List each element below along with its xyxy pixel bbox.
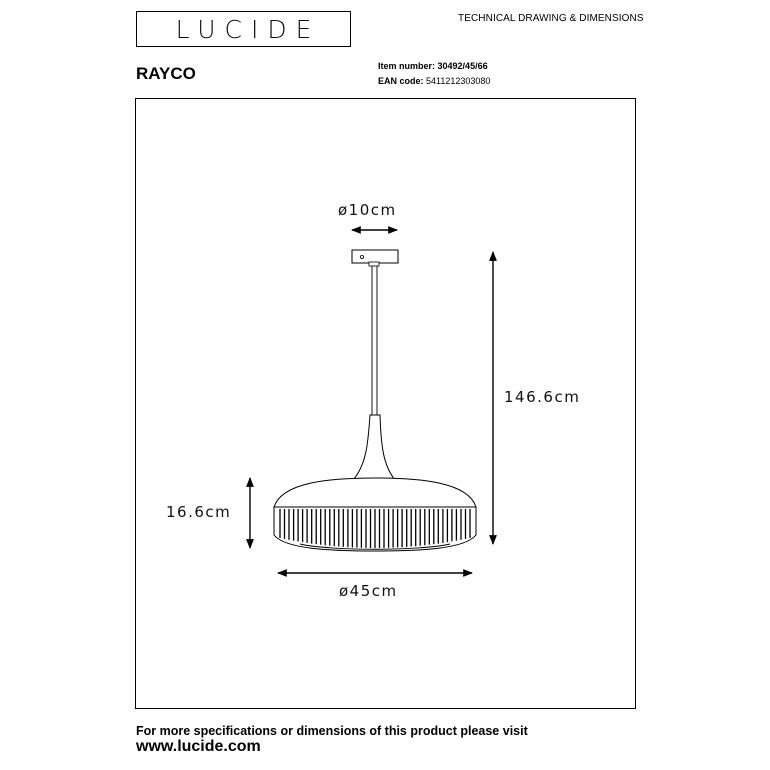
document-title: TECHNICAL DRAWING & DIMENSIONS bbox=[458, 13, 644, 24]
ean-code-value: 5411212303080 bbox=[426, 76, 491, 86]
footer-note: For more specifications or dimensions of this product please visit bbox=[136, 724, 528, 738]
item-number-label: Item number: bbox=[378, 61, 436, 71]
total-height-label: 146.6cm bbox=[504, 388, 581, 406]
canopy-diameter-label: ø10cm bbox=[338, 201, 397, 219]
lamp-shade bbox=[274, 478, 476, 551]
ceiling-canopy bbox=[352, 250, 398, 266]
item-number-value: 30492/45/66 bbox=[437, 61, 488, 71]
suspension-cable bbox=[372, 266, 377, 415]
shade-height-label: 16.6cm bbox=[166, 503, 232, 521]
shade-diameter-label: ø45cm bbox=[339, 582, 398, 600]
lamp-neck bbox=[353, 415, 395, 480]
ean-code-label: EAN code: bbox=[378, 76, 424, 86]
website-link[interactable]: www.lucide.com bbox=[136, 738, 261, 755]
product-name: RAYCO bbox=[136, 64, 196, 83]
brand-logo-text: LUCIDE bbox=[175, 14, 321, 44]
